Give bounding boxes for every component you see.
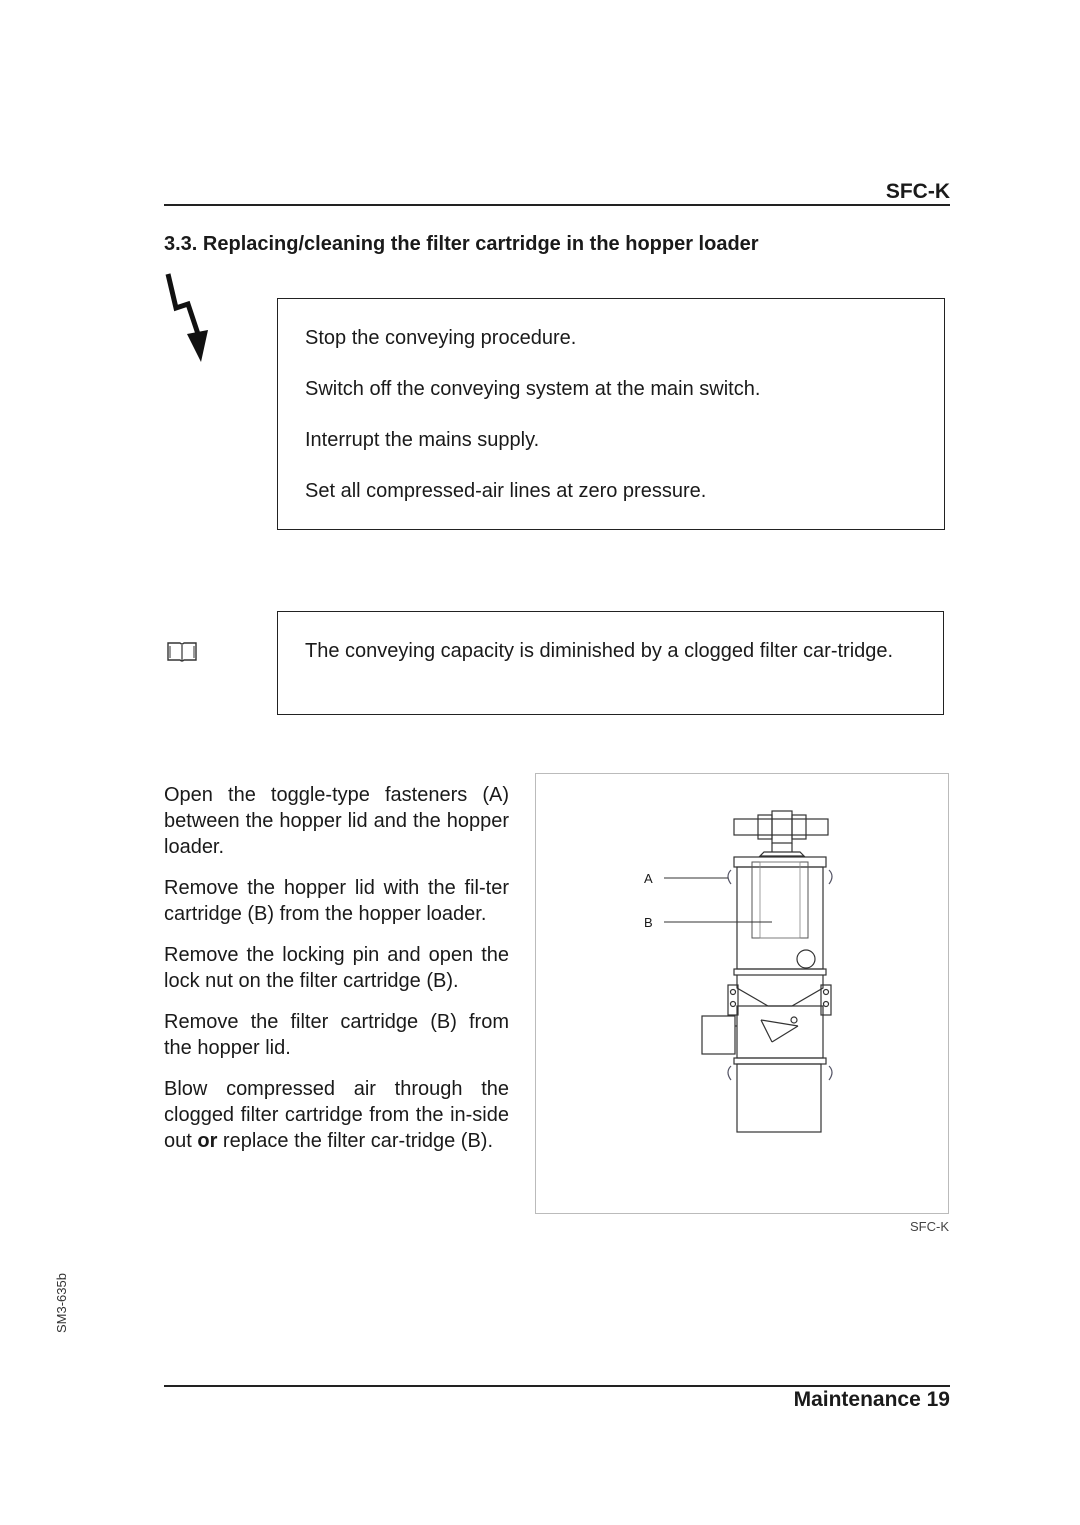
- warning-step: Stop the conveying procedure.: [305, 327, 577, 349]
- hopper-loader-figure: [535, 773, 949, 1214]
- hopper-loader-drawing: [536, 774, 948, 1213]
- footer-page-label: Maintenance 19: [793, 1388, 950, 1411]
- warning-step: Switch off the conveying system at the main switch.: [305, 378, 761, 400]
- header-product-code: SFC-K: [885, 180, 950, 203]
- note-text: The conveying capacity is diminished by a clogged filter car-tridge.: [305, 640, 894, 662]
- safety-warning-box: [277, 298, 945, 530]
- note-box: [277, 611, 944, 715]
- figure-caption: SFC-K: [910, 1219, 949, 1234]
- warning-step: Interrupt the mains supply.: [305, 429, 540, 451]
- figure-label-a: A: [644, 871, 653, 886]
- figure-label-b: B: [644, 915, 653, 930]
- instruction-step: [164, 1076, 509, 1154]
- instruction-text: replace the filter car-tridge (B).: [217, 1130, 494, 1152]
- open-book-icon: [166, 640, 198, 664]
- instruction-step: Remove the locking pin and open the lock nut on the filter cartridge (B).: [164, 944, 509, 992]
- instruction-emphasis: or: [197, 1130, 218, 1152]
- header-rule: [164, 204, 950, 206]
- instruction-text: Blow compressed air through the clogged filter cartridge from the in-side out: [164, 1078, 509, 1152]
- document-code: SM3-635b: [54, 1273, 69, 1333]
- instruction-list: [164, 782, 509, 1169]
- footer-rule: [164, 1385, 950, 1387]
- section-title: 3.3. Replacing/cleaning the filter cartridge in the hopper loader: [164, 233, 759, 255]
- lightning-arrow-icon: [160, 270, 212, 365]
- instruction-step: Remove the filter cartridge (B) from the hopper lid.: [164, 1011, 509, 1059]
- instruction-step: Open the toggle-type fasteners (A) between the hopper lid and the hopper loader.: [164, 784, 509, 858]
- warning-step: Set all compressed-air lines at zero pressure.: [305, 480, 707, 502]
- instruction-step: Remove the hopper lid with the fil-ter cartridge (B) from the hopper loader.: [164, 877, 509, 925]
